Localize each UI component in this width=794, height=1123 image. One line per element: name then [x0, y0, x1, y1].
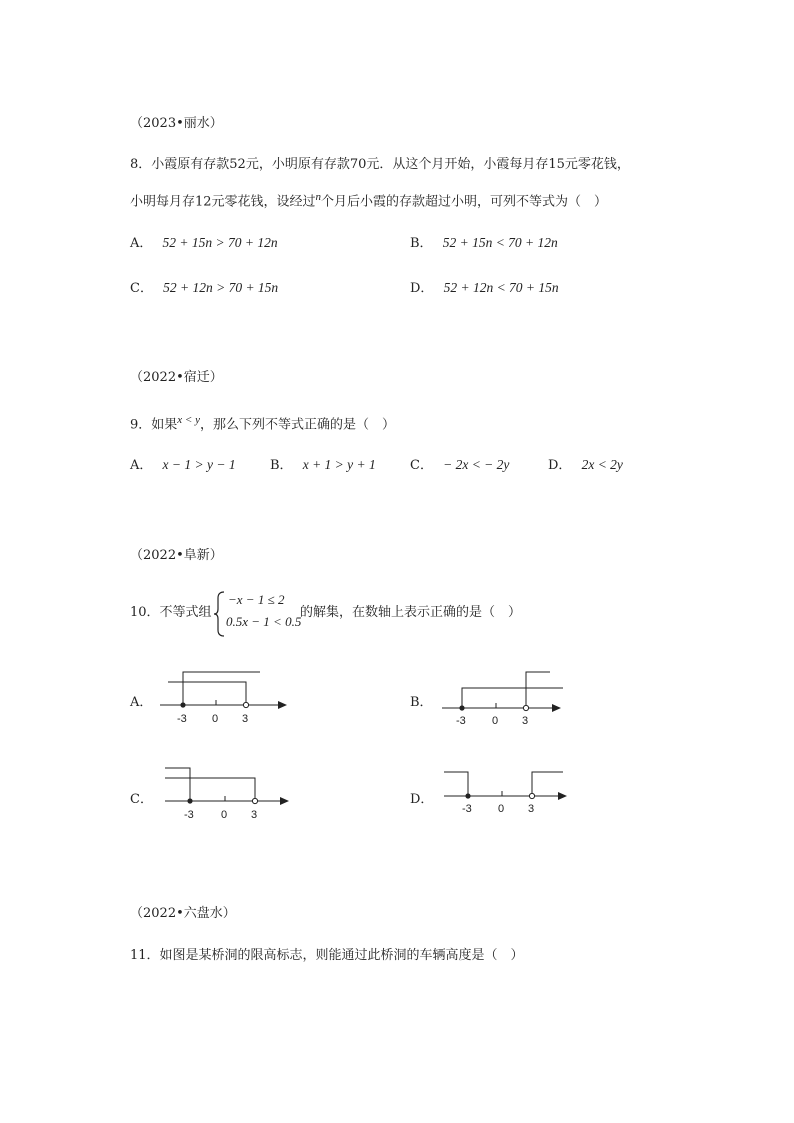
q10-inequality-1: −x − 1 ≤ 2 [228, 592, 285, 607]
option-expr: − 2x < − 2y [443, 457, 510, 472]
axis-arrow-icon [278, 701, 287, 709]
q10-option-d-label[interactable]: D． [410, 792, 434, 807]
q8-source: （2023•丽水） [130, 116, 223, 131]
solid-dot-icon [187, 798, 192, 803]
tick-label: 3 [251, 809, 258, 821]
tick-label: 3 [522, 715, 529, 727]
option-label: B． [270, 458, 293, 473]
q10-option-b-label[interactable]: B． [410, 695, 433, 710]
tick-label: 0 [498, 803, 505, 815]
option-label: C． [410, 458, 433, 473]
q8-stem-line1: 8．小霞原有存款52元，小明原有存款70元．从这个月开始，小霞每月存15元零花钱， [130, 157, 630, 172]
tick-label: -3 [177, 713, 187, 725]
tick-label: 0 [221, 809, 228, 821]
q8-stem-line2b: 个月后小霞的存款超过小明，可列不等式为（ ） [321, 194, 608, 210]
q10-stem-b: 的解集，在数轴上表示正确的是（ ） [300, 605, 522, 620]
option-expr: 2x < 2y [581, 457, 623, 472]
open-dot-icon [243, 702, 248, 707]
q11-source: （2022•六盘水） [130, 906, 236, 921]
q9-option-a[interactable] [130, 454, 236, 473]
tick-label: 0 [212, 713, 219, 725]
solid-dot-icon [180, 702, 185, 707]
solid-dot-icon [459, 705, 464, 710]
q10-source: （2022•阜新） [130, 548, 223, 563]
tick-label: -3 [462, 803, 472, 815]
option-label: B． [410, 236, 433, 251]
range-ray [165, 768, 190, 801]
option-label: D． [410, 281, 434, 296]
q10-stem-a: 10．不等式组 [130, 605, 212, 620]
tick-label: -3 [456, 715, 466, 727]
system-brace-icon [213, 590, 227, 638]
open-dot-icon [529, 793, 534, 798]
axis-arrow-icon [558, 792, 567, 800]
option-expr: 52 + 12n < 70 + 15n [443, 280, 559, 295]
q10-option-d-numberline [440, 760, 575, 830]
q11-stem: 11．如图是某桥洞的限高标志，则能通过此桥洞的车辆高度是（ ） [130, 948, 524, 963]
option-expr: x − 1 > y − 1 [162, 457, 236, 472]
q9-stem [130, 410, 395, 435]
open-dot-icon [252, 798, 257, 803]
q9-stem-b: ，那么下列不等式正确的是（ ） [199, 417, 395, 433]
tick-label: -3 [184, 809, 194, 821]
open-dot-icon [523, 705, 528, 710]
option-label: C． [130, 281, 153, 296]
q9-option-d[interactable] [548, 454, 623, 473]
option-label: A． [130, 236, 153, 251]
q9-stem-a: 9．如果 [130, 417, 178, 433]
q10-inequality-2: 0.5x − 1 < 0.5 [226, 614, 302, 629]
range-ray [183, 672, 260, 705]
option-expr: 52 + 15n < 70 + 12n [442, 235, 558, 250]
range-ray [462, 688, 563, 708]
q8-stem-line2 [130, 187, 607, 212]
q10-option-a-label[interactable]: A． [130, 695, 153, 710]
q8-option-b[interactable] [410, 232, 558, 251]
q9-option-c[interactable] [410, 454, 509, 473]
q10-option-b-numberline [440, 662, 570, 732]
q9-source: （2022•宿迁） [130, 370, 223, 385]
q10-option-a-numberline [150, 662, 290, 732]
tick-label: 3 [528, 803, 535, 815]
option-expr: 52 + 15n > 70 + 12n [162, 235, 278, 250]
option-label: A． [130, 458, 153, 473]
q8-var: n [315, 191, 322, 203]
q8-option-d[interactable] [410, 277, 559, 296]
option-expr: x + 1 > y + 1 [302, 457, 376, 472]
q8-option-a[interactable] [130, 232, 278, 251]
range-ray [444, 772, 468, 796]
q8-stem-line2a: 小明每月存12元零花钱，设经过 [130, 194, 316, 210]
axis-arrow-icon [280, 797, 289, 805]
q8-option-c[interactable] [130, 277, 278, 296]
q10-option-c-numberline [160, 758, 295, 828]
tick-label: 3 [242, 713, 249, 725]
range-ray [165, 778, 255, 801]
tick-label: 0 [492, 715, 499, 727]
q9-option-b[interactable] [270, 454, 376, 473]
range-ray [168, 682, 246, 705]
solid-dot-icon [465, 793, 470, 798]
option-label: D． [548, 458, 572, 473]
range-ray [526, 672, 550, 708]
q9-condition: x < y [177, 414, 200, 426]
axis-arrow-icon [552, 704, 561, 712]
option-expr: 52 + 12n > 70 + 15n [163, 280, 279, 295]
q10-option-c-label[interactable]: C． [130, 792, 153, 807]
